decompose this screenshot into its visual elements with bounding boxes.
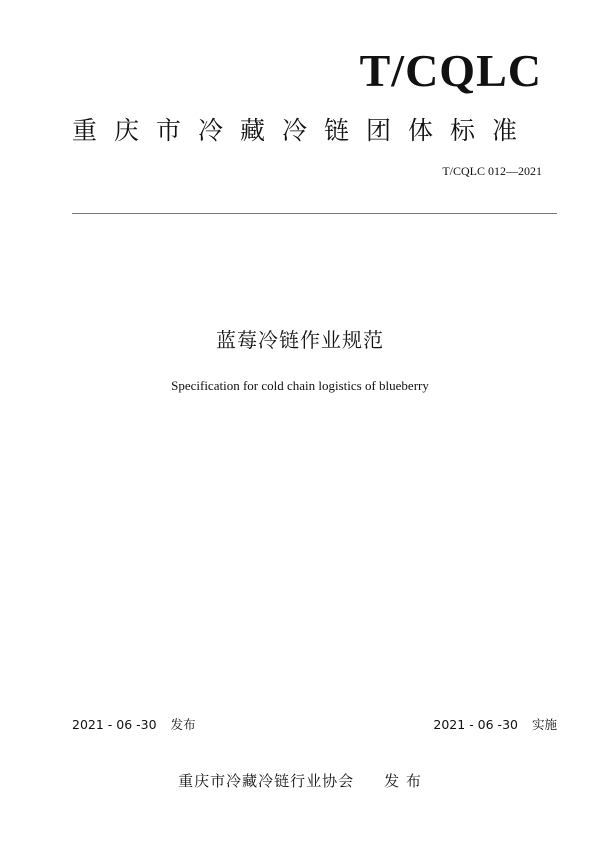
publisher-name: 重庆市冷藏冷链行业协会: [178, 772, 355, 790]
publish-label: 发布: [170, 717, 196, 732]
implement-date-block: [433, 719, 557, 732]
organization-title: 重庆市冷藏冷链团体标准: [72, 116, 535, 145]
publisher-label: 发 布: [384, 772, 422, 790]
publish-date: 2021 - 06 -30: [72, 717, 157, 732]
implement-date: 2021 - 06 -30: [433, 717, 518, 732]
implement-label: 实施: [531, 717, 557, 732]
publisher-line: [0, 774, 600, 789]
publish-date-block: [72, 719, 196, 732]
document-subtitle: Specification for cold chain logistics of blueberry: [171, 378, 429, 393]
header-divider: [72, 213, 557, 214]
standard-logo: T/CQLC: [359, 45, 542, 96]
document-title: 蓝莓冷链作业规范: [216, 328, 384, 352]
standard-number: T/CQLC 012—2021: [442, 164, 542, 178]
